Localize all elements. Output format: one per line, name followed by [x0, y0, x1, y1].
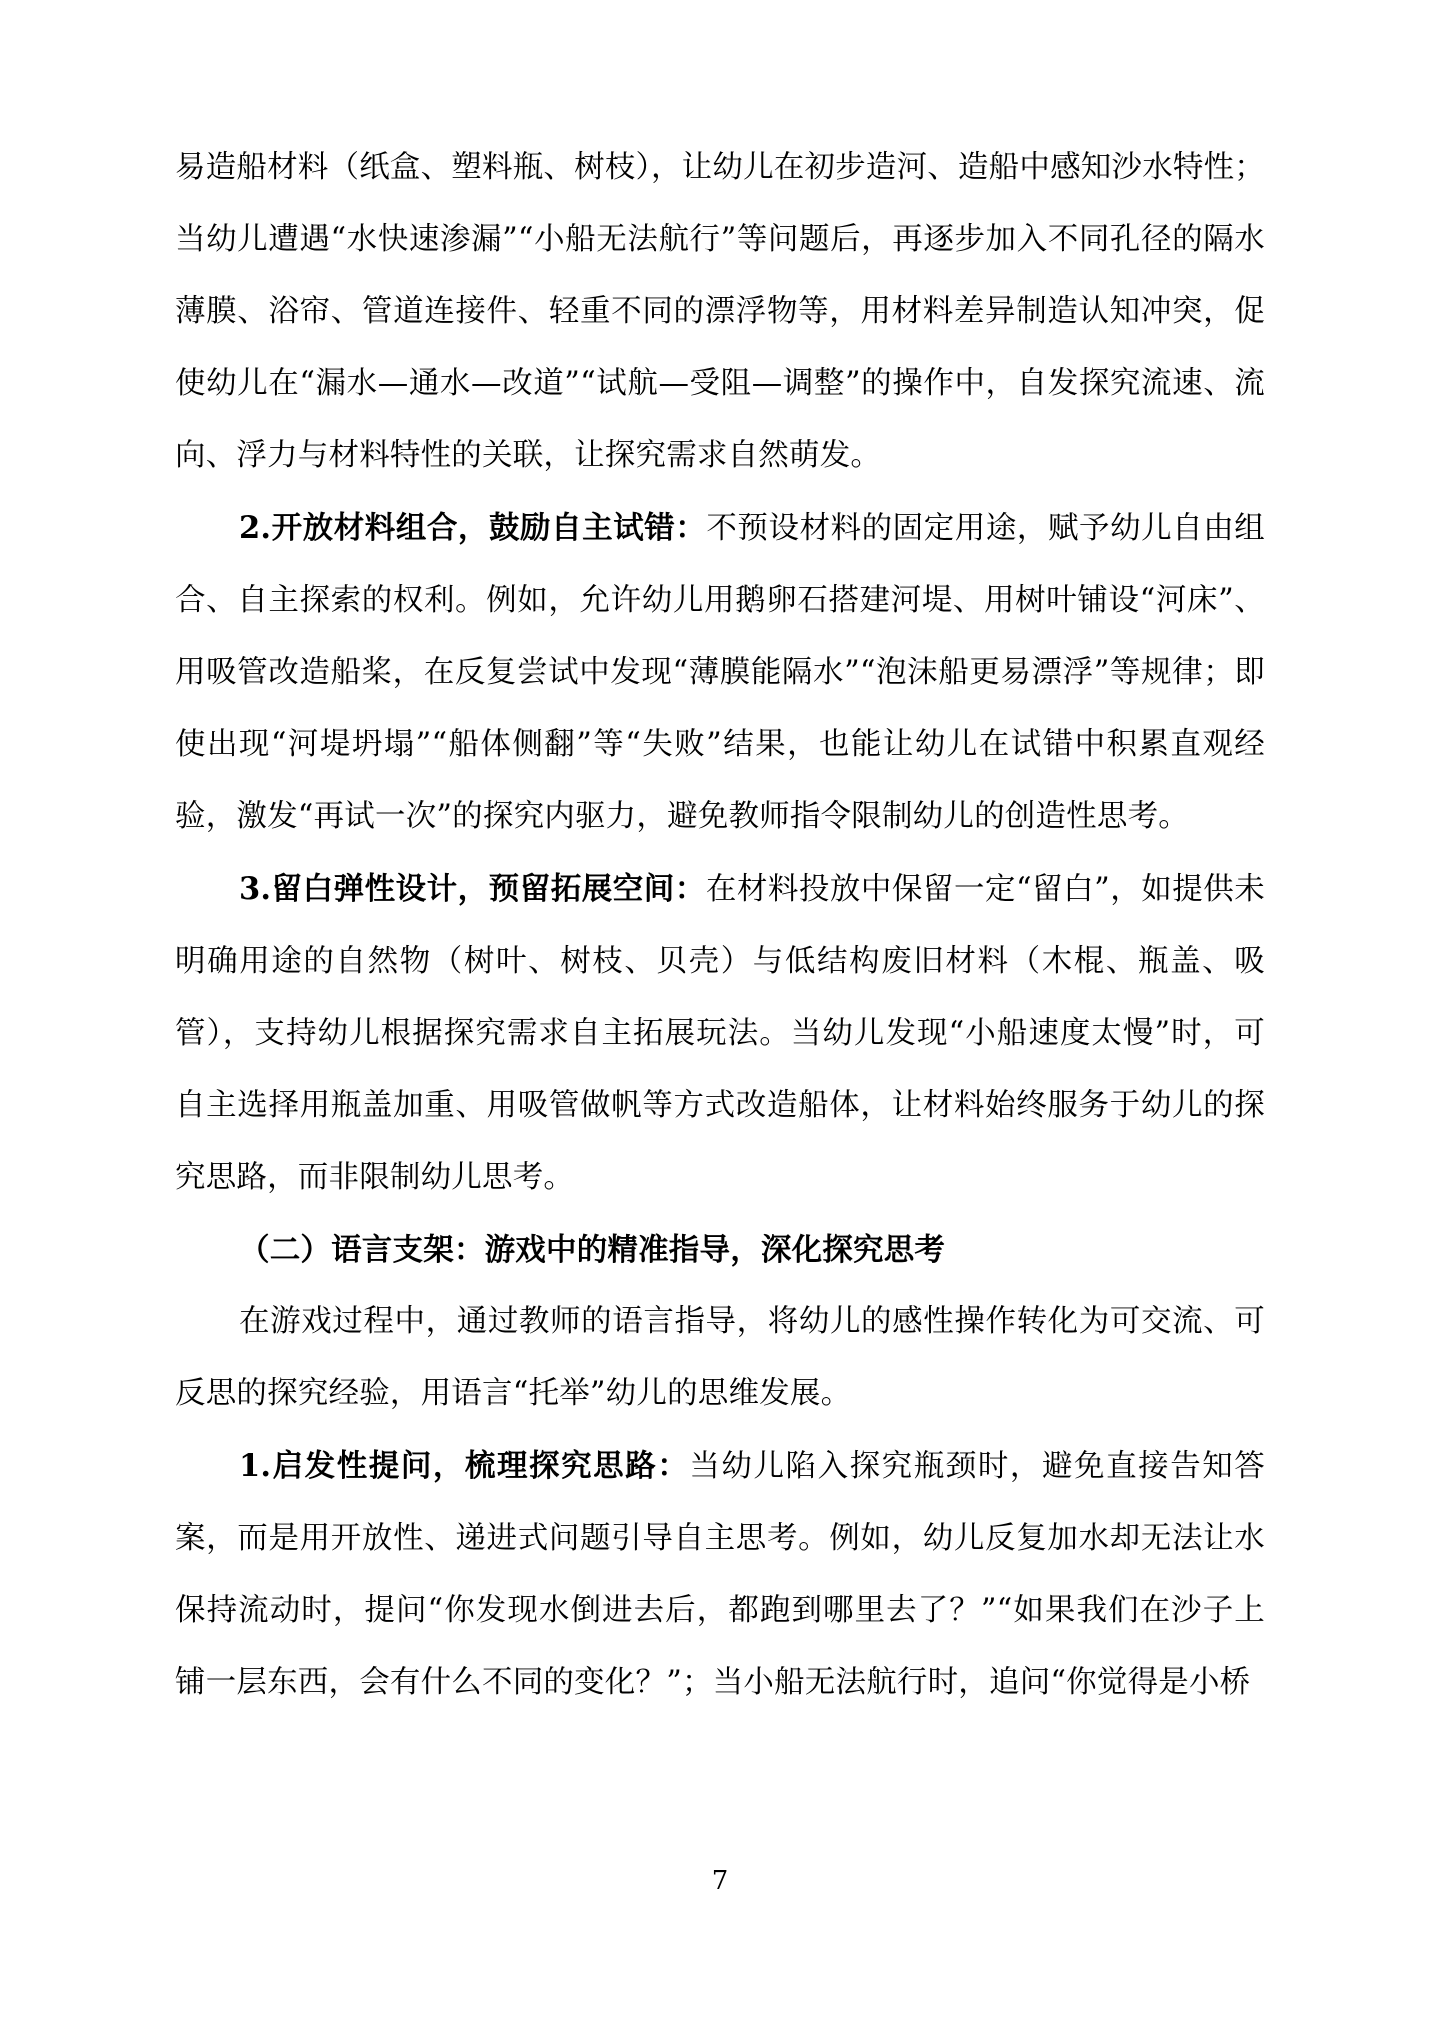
numbered-item-3-lead: 3.留白弹性设计，预留拓展空间：: [239, 871, 706, 907]
numbered-item-2: [175, 492, 1265, 853]
page-content: [175, 132, 1265, 1719]
numbered-item-3-text: 在材料投放中保留一定“留白”，如提供未明确用途的自然物（树叶、树枝、贝壳）与低结构废旧材料（木棍、瓶盖、吸管），支持幼儿根据探究需求自主拓展玩法。当幼儿发现“小船速度太慢”时，可自主选择用瓶盖加重、用吸管做帆等方式改造船体，让材料始终服务于幼儿的探究思路，而非限制幼儿思考。: [175, 872, 1266, 1195]
numbered-item-2-text: 不预设材料的固定用途，赋予幼儿自由组合、自主探索的权利。例如，允许幼儿用鹅卵石搭建河堤、用树叶铺设“河床”、用吸管改造船桨，在反复尝试中发现“薄膜能隔水”“泡沫船更易漂浮”等规律；即使出现“河堤坍塌”“船体侧翻”等“失败”结果，也能让幼儿在试错中积累直观经验，激发“再试一次”的探究内驱力，避免教师指令限制幼儿的创造性思考。: [175, 511, 1265, 834]
numbered-item-1-text: 当幼儿陷入探究瓶颈时，避免直接告知答案，而是用开放性、递进式问题引导自主思考。例如，幼儿反复加水却无法让水保持流动时，提问“你发现水倒进去后，都跑到哪里去了？”“如果我们在沙子上铺一层东西，会有什么不同的变化？”；当小船无法航行时，追问“你觉得是小桥: [175, 1449, 1266, 1700]
section-heading-two: （二）语言支架：游戏中的精准指导，深化探究思考: [239, 1232, 946, 1268]
paragraph-continuation: [175, 132, 1265, 492]
numbered-item-1-lead: 1.启发性提问，梳理探究思路：: [239, 1448, 690, 1484]
paragraph-text: 易造船材料（纸盒、塑料瓶、树枝），让幼儿在初步造河、造船中感知沙水特性；当幼儿遭遇“水快速渗漏”“小船无法航行”等问题后，再逐步加入不同孔径的隔水薄膜、浴帘、管道连接件、轻重不同的漂浮物等，用材料差异制造认知冲突，促使幼儿在“漏水—通水—改道”“试航—受阻—调整”的操作中，自发探究流速、流向、浮力与材料特性的关联，让探究需求自然萌发。: [175, 150, 1265, 473]
numbered-item-3: [175, 853, 1265, 1214]
numbered-item-1: [175, 1430, 1265, 1719]
section-intro-text: 在游戏过程中，通过教师的语言指导，将幼儿的感性操作转化为可交流、可反思的探究经验，用语言“托举”幼儿的思维发展。: [175, 1304, 1265, 1411]
section-intro-paragraph: [175, 1286, 1265, 1430]
page-number: 7: [711, 1866, 729, 1896]
numbered-item-2-lead: 2.开放材料组合，鼓励自主试错：: [239, 510, 707, 546]
